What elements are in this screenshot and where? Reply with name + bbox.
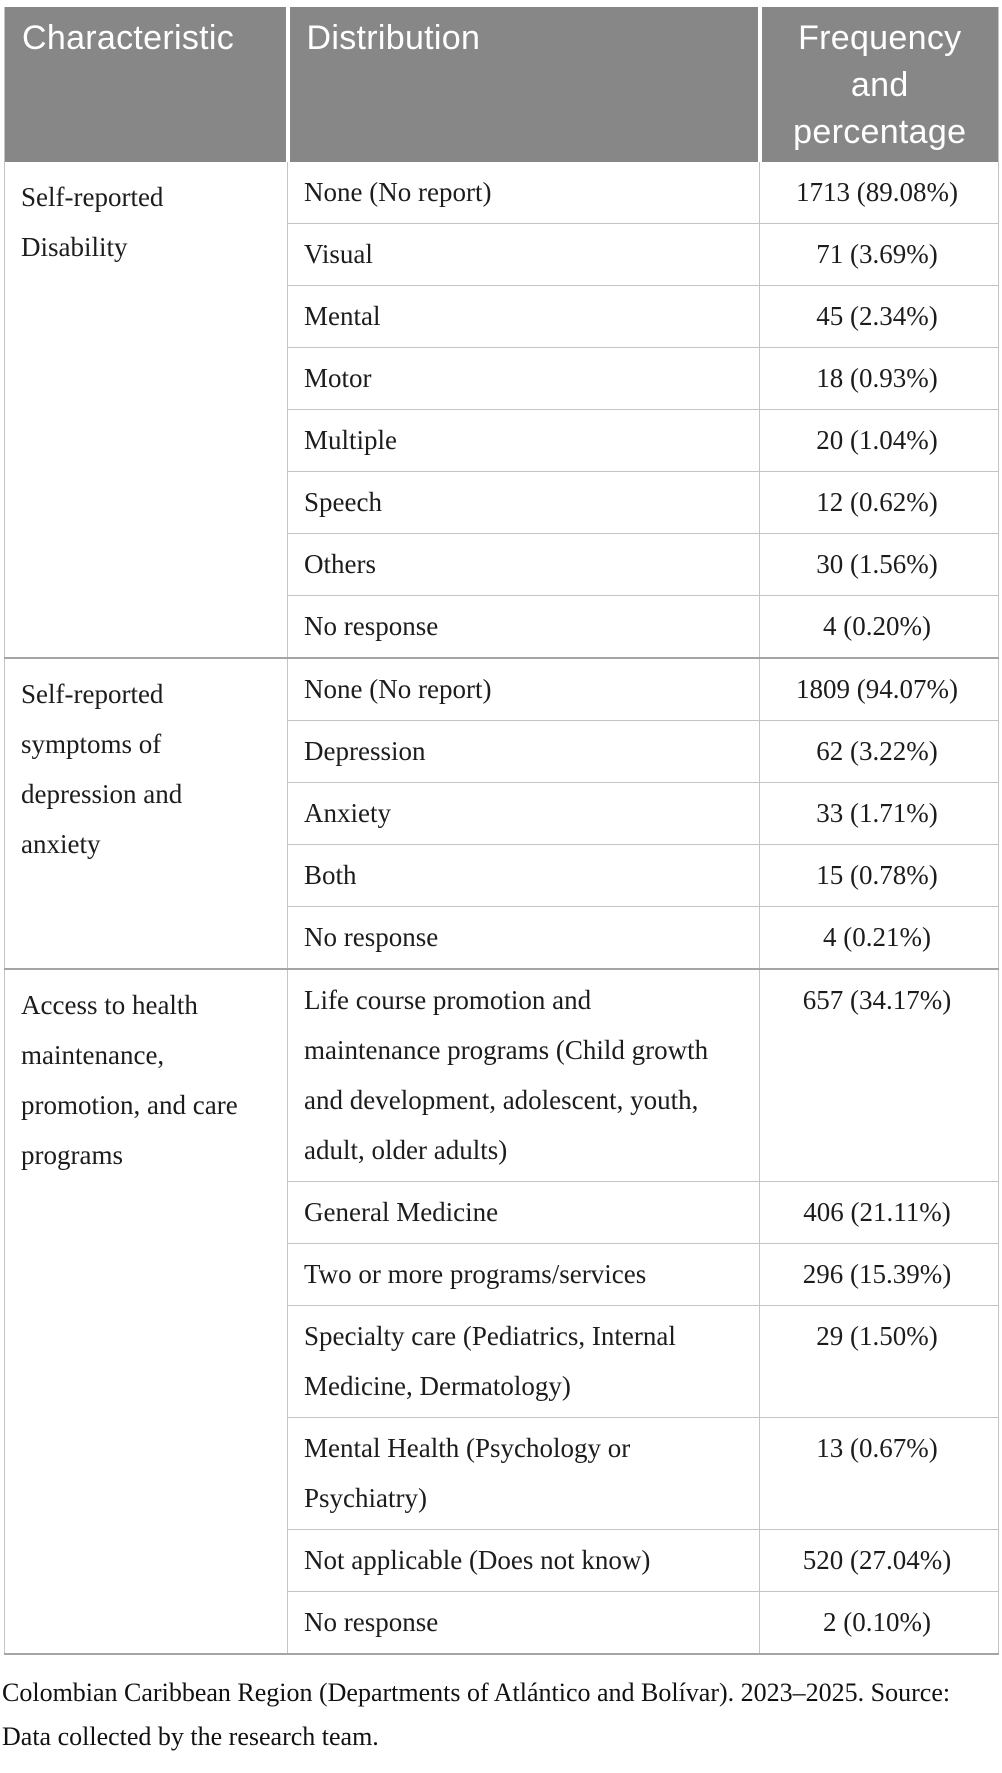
distribution-cell: Mental <box>288 286 760 348</box>
table-header <box>5 7 999 162</box>
frequency-cell: 520 (27.04%) <box>760 1530 999 1592</box>
distribution-cell: Depression <box>288 721 760 783</box>
distribution-cell: Life course promotion and maintenance programs (Child growth and development, adolescent, youth, adult, older adults) <box>288 969 760 1182</box>
distribution-cell: None (No report) <box>288 658 760 721</box>
frequency-cell: 4 (0.20%) <box>760 596 999 659</box>
frequency-cell: 296 (15.39%) <box>760 1244 999 1306</box>
distribution-cell: Motor <box>288 348 760 410</box>
distribution-cell: Others <box>288 534 760 596</box>
frequency-cell: 20 (1.04%) <box>760 410 999 472</box>
frequency-table <box>4 7 999 1655</box>
frequency-cell: 29 (1.50%) <box>760 1306 999 1418</box>
frequency-cell: 1713 (89.08%) <box>796 177 958 207</box>
characteristic-cell: Self-reported symptoms of depression and anxiety <box>5 658 288 969</box>
table-row <box>5 658 999 721</box>
characteristic-cell: Self-reported Disability <box>5 162 288 658</box>
frequency-cell: 15 (0.78%) <box>760 845 999 907</box>
group-depression-anxiety <box>5 658 999 969</box>
header-row <box>5 7 999 162</box>
distribution-cell: No response <box>288 596 760 659</box>
frequency-cell: 2 (0.10%) <box>760 1592 999 1655</box>
distribution-cell: Both <box>288 845 760 907</box>
frequency-cell: 30 (1.56%) <box>760 534 999 596</box>
frequency-cell: 71 (3.69%) <box>760 224 999 286</box>
table-row <box>5 969 999 1182</box>
frequency-cell: 12 (0.62%) <box>760 472 999 534</box>
frequency-cell: 18 (0.93%) <box>760 348 999 410</box>
distribution-cell: Speech <box>288 472 760 534</box>
group-access-programs <box>5 969 999 1654</box>
table-row <box>5 162 999 224</box>
distribution-cell: None (No report) <box>288 162 760 224</box>
frequency-cell: 45 (2.34%) <box>760 286 999 348</box>
frequency-cell: 4 (0.21%) <box>760 907 999 970</box>
distribution-cell: Not applicable (Does not know) <box>288 1530 760 1592</box>
group-self-reported-disability <box>5 162 999 658</box>
distribution-cell: No response <box>288 1592 760 1655</box>
table-footnote: Colombian Caribbean Region (Departments of Atlántico and Bolívar). 2023–2025. Source: Data collected by the research team. <box>2 1678 951 1751</box>
distribution-cell: Anxiety <box>288 783 760 845</box>
distribution-cell: Mental Health (Psychology or Psychiatry) <box>288 1418 760 1530</box>
distribution-cell: Specialty care (Pediatrics, Internal Medicine, Dermatology) <box>288 1306 760 1418</box>
column-header-distribution: Distribution <box>288 7 760 162</box>
distribution-cell: Multiple <box>288 410 760 472</box>
distribution-cell: Two or more programs/services <box>288 1244 760 1306</box>
distribution-cell: General Medicine <box>288 1182 760 1244</box>
frequency-cell: 62 (3.22%) <box>760 721 999 783</box>
frequency-cell: 13 (0.67%) <box>760 1418 999 1530</box>
column-header-characteristic: Characteristic <box>5 7 288 162</box>
frequency-cell: 406 (21.11%) <box>760 1182 999 1244</box>
characteristic-cell: Access to health maintenance, promotion, and care programs <box>5 969 288 1654</box>
distribution-cell: No response <box>288 907 760 970</box>
frequency-cell: 1809 (94.07%) <box>796 674 958 704</box>
distribution-cell: Visual <box>288 224 760 286</box>
frequency-cell: 33 (1.71%) <box>760 783 999 845</box>
frequency-cell: 657 (34.17%) <box>802 985 952 1015</box>
column-header-frequency: Frequency and percentage <box>760 7 999 162</box>
